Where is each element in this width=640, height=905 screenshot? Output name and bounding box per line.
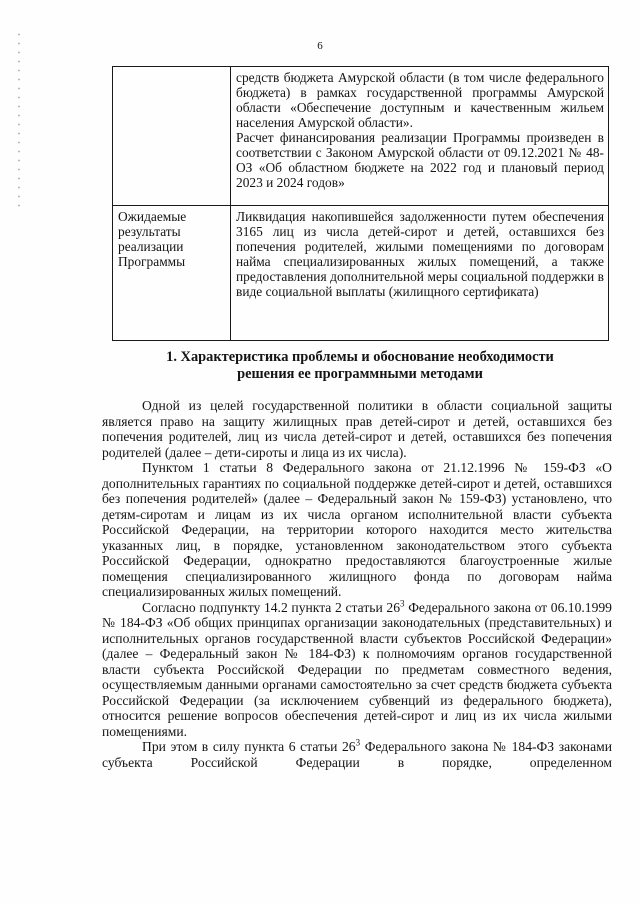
section-heading-line-1: 1. Характеристика проблемы и обоснование необходимости — [166, 349, 554, 365]
page-number: 6 — [317, 40, 323, 52]
paragraph-text: Согласно подпункту 14.2 пункта 2 статьи 26 — [142, 599, 401, 615]
table-row-label: Ожидаемые результаты реализации Программы — [113, 206, 231, 341]
table-row-expected-results — [113, 206, 609, 341]
superscript: 3 — [355, 737, 361, 748]
paragraph-text: При этом в силу пункта 6 статьи 26 — [142, 739, 356, 754]
section-heading — [110, 349, 610, 383]
paragraph-social-protection-goal: Одной из целей государственной политики в области социальной защиты является право на защиту жилищных прав детей-сирот и детей, оставшихся без попечения родителей, лиц из числа детей-сирот и детей, оставшихся без попечения родителей (далее – дети-сироты и лица из их числа). — [102, 398, 612, 460]
scan-margin-marks — [18, 30, 20, 210]
paragraph-law-159: Пунктом 1 статьи 8 Федерального закона от 21.12.1996 № 159-ФЗ «О дополнительных гарантиях по социальной поддержке детей-сирот и детей, оставшихся без попечения родителей» (далее – Федеральный закон № 159-ФЗ) установлено, что детям-сиротам и лицам из их числа органом исполнительной власти субъекта Российской Федерации, на территории которого находится место жительства указанных лиц, в порядке, установленном законодательством этого субъекта Российской Федерации, однократно предоставляются благоустроенные жилые помещения специализированного жилищного фонда по договорам найма специализированных жилых помещений. — [102, 460, 612, 599]
table-row-value — [231, 206, 609, 341]
financing-calculation-text: Расчет финансирования реализации Программы произведен в соответствии с Законом Амурской области от 09.12.2021 № 48-ОЗ «Об областном бюджете на 2022 год и плановый период 2023 и 2024 годов» — [236, 130, 604, 190]
paragraph-text: Федерального закона от 06.10.1999 № 184-ФЗ «Об общих принципах организации законодательных (представительных) и исполнительных органов государственной власти субъектов Российской Федерации» (далее – Федеральный закон № 184-ФЗ) к полномочиям органов государственной власти субъекта Российской Федерации по предметам совместного ведения, осуществляемым данными органами самостоятельно за счет средств бюджета субъекта Российской Федерации (за исключением субвенций из федерального бюджета), относится решение вопросов обеспечения детей-сирот и лиц из их числа жилыми помещениями. — [102, 599, 612, 739]
paragraph-text: Федерального закона № 184-ФЗ законами субъекта Российской Федерации в порядке, определенном — [102, 739, 612, 770]
paragraph-law-184-powers — [102, 597, 612, 740]
expected-results-text: Ликвидация накопившейся задолженности путем обеспечения 3165 лиц из числа детей-сирот и детей, оставшихся без попечения родителей, жилыми помещениями по договорам найма специализированных жилых помещений, а также предоставления дополнительной меры социальной поддержки в виде социальной выплаты (жилищного сертификата) — [236, 209, 604, 299]
table-row-value — [231, 67, 609, 206]
program-passport-table — [112, 66, 609, 341]
financing-text: средств бюджета Амурской области (в том числе федерального бюджета) в рамках государственной программы Амурской области «Обеспечение доступным и качественным жильем населения Амурской области». — [236, 70, 604, 130]
section-heading-line-2: решения ее программными методами — [237, 366, 483, 382]
paragraph-law-184-clause-6 — [102, 739, 612, 770]
table-row-label — [113, 67, 231, 206]
table-row-financing — [113, 67, 609, 206]
section-body — [102, 398, 612, 770]
superscript: 3 — [400, 597, 405, 608]
